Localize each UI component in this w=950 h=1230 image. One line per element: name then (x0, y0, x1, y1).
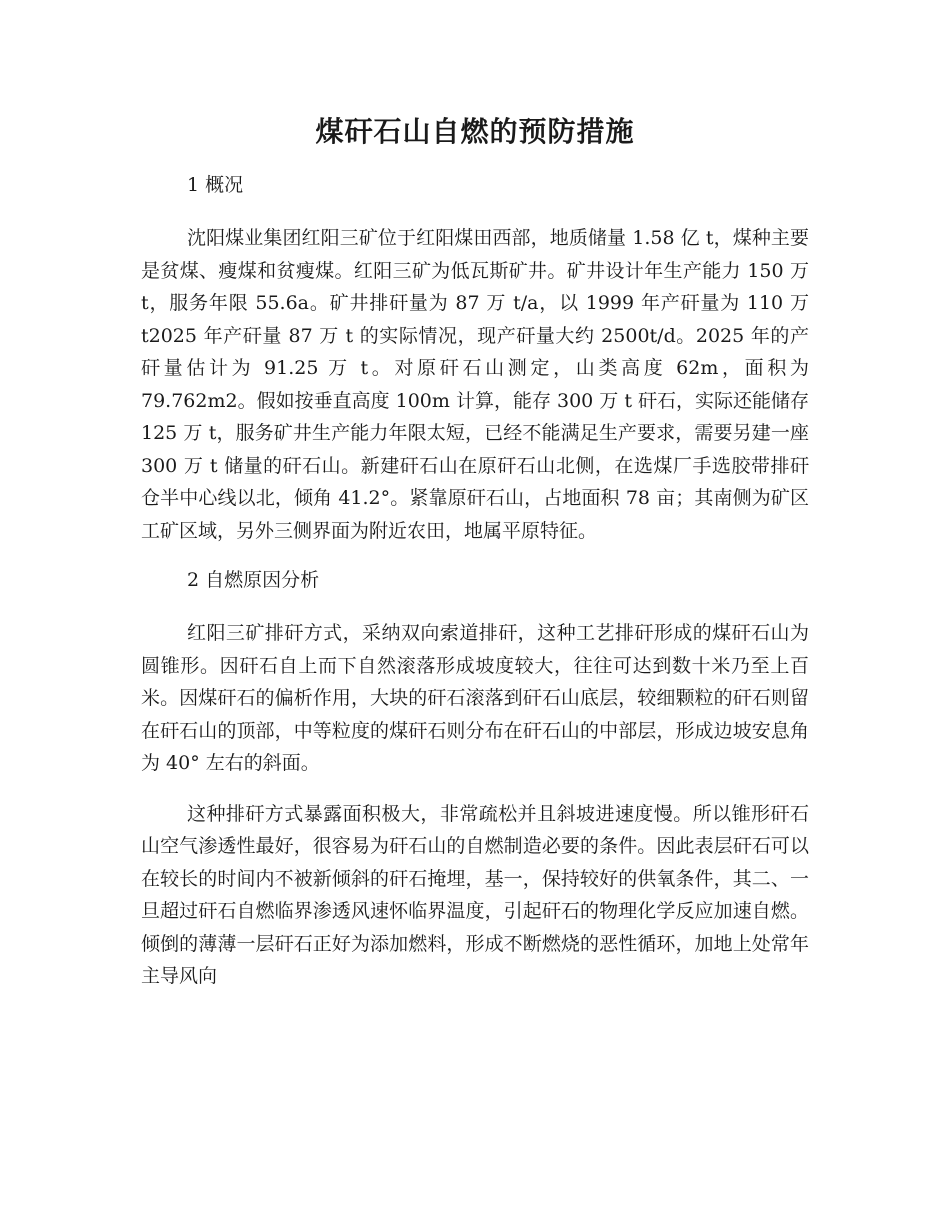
section-heading-overview: 1 概况 (187, 174, 244, 196)
paragraph-discharge-method: 红阳三矿排矸方式，采纳双向索道排矸，这种工艺排矸形成的煤矸石山为圆锥形。因矸石自上而下自然滚落形成坡度较大，往往可达到数十米乃至上百米。因煤矸石的偏析作用，大块的矸石滚落到矸石山底层，较细颗粒的矸石则留在矸石山的顶部，中等粒度的煤矸石则分布在矸石山的中部层，形成边坡安息角为 40° 左右的斜面。 (141, 622, 809, 774)
document-title: 煤矸石山自燃的预防措施 (315, 115, 635, 148)
document-body (141, 170, 809, 1011)
paragraph-exposure: 这种排矸方式暴露面积极大，非常疏松并且斜坡进速度慢。所以锥形矸石山空气渗透性最好，很容易为矸石山的自燃制造必要的条件。因此表层矸石可以在较长的时间内不被新倾斜的矸石掩埋，基一，保持较好的供氧条件，其二、一旦超过矸石自燃临界渗透风速怀临界温度，引起矸石的物理化学反应加速自燃。倾倒的薄薄一层矸石正好为添加燃料，形成不断燃烧的恶性循环，加地上处常年主导风向 (141, 802, 809, 987)
section-heading-cause-analysis: 2 自燃原因分析 (187, 569, 320, 591)
paragraph-overview: 沈阳煤业集团红阳三矿位于红阳煤田西部，地质储量 1.58 亿 t，煤种主要是贫煤、瘦煤和贫瘦煤。红阳三矿为低瓦斯矿井。矿井设计年生产能力 150 万 t，服务年限 55.6a。矿井排矸量为 87 万 t/a，以 1999 年产矸量为 110 万 t2025 年产矸量 87 万 t 的实际情况，现产矸量大约 2500t/d。2025 年的产矸量估计为 91.25 万 t。对原矸石山测定，山类高度 62m，面积为 79.762m2。假如按垂直高度 100m 计算，能存 300 万 t 矸石，实际还能储存 125 万 t，服务矿井生产能力年限太短，已经不能满足生产要求，需要另建一座 300 万 t 储量的矸石山。新建矸石山在原矸石山北侧，在选煤厂手选胶带排矸仓半中心线以北，倾角 41.2°。紧靠原矸石山，占地面积 78 亩；其南侧为矿区工矿区域，另外三侧界面为附近农田，地属平原特征。 (141, 227, 810, 542)
